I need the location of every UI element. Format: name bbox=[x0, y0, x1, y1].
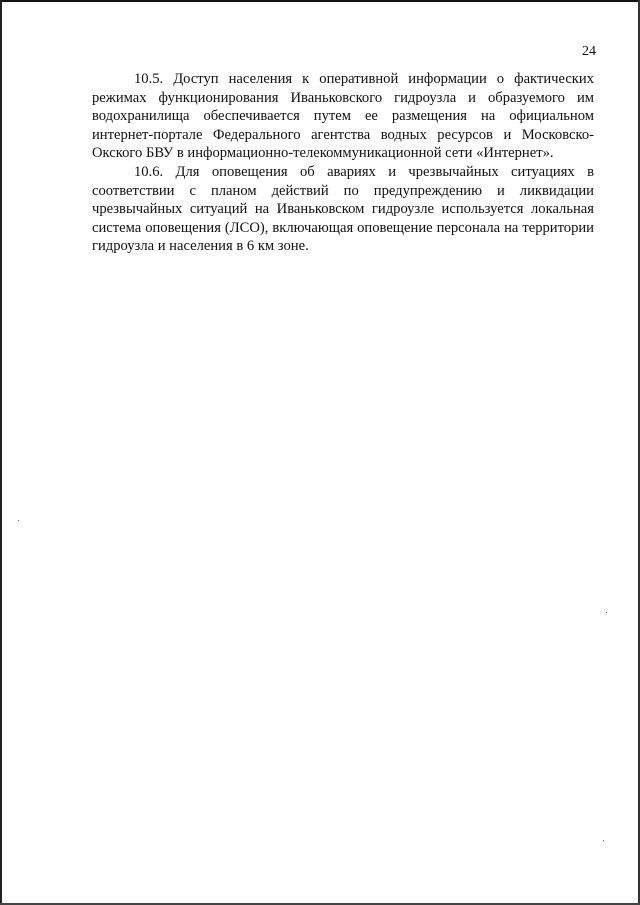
document-body bbox=[92, 70, 594, 256]
scan-speck bbox=[606, 612, 607, 613]
paragraph-10-6: 10.6. Для оповещения об авариях и чрезвычайных ситуациях в соответствии с планом действий по предупреждению и ликвидации чрезвычайных ситуаций на Иваньковском гидроузле используется локальная система оповещения (ЛСО), включающая оповещение персонала на территории гидроузла и населения в 6 км зоне. bbox=[92, 163, 594, 255]
scan-speck bbox=[603, 840, 604, 841]
page-number: 24 bbox=[582, 44, 596, 59]
paragraph-10-5: 10.5. Доступ населения к оперативной информации о фактических режимах функционирования Иваньковского гидроузла и образуемого им водохранилища обеспечивается путем ее размещения на официальном интернет-портале Федерального агентства водных ресурсов и Московско-Окского БВУ в информационно-телекоммуникационной сети «Интернет». bbox=[92, 71, 594, 162]
scan-speck bbox=[18, 520, 19, 521]
scan-edge-left bbox=[0, 0, 2, 905]
scan-edge-top bbox=[0, 0, 640, 2]
